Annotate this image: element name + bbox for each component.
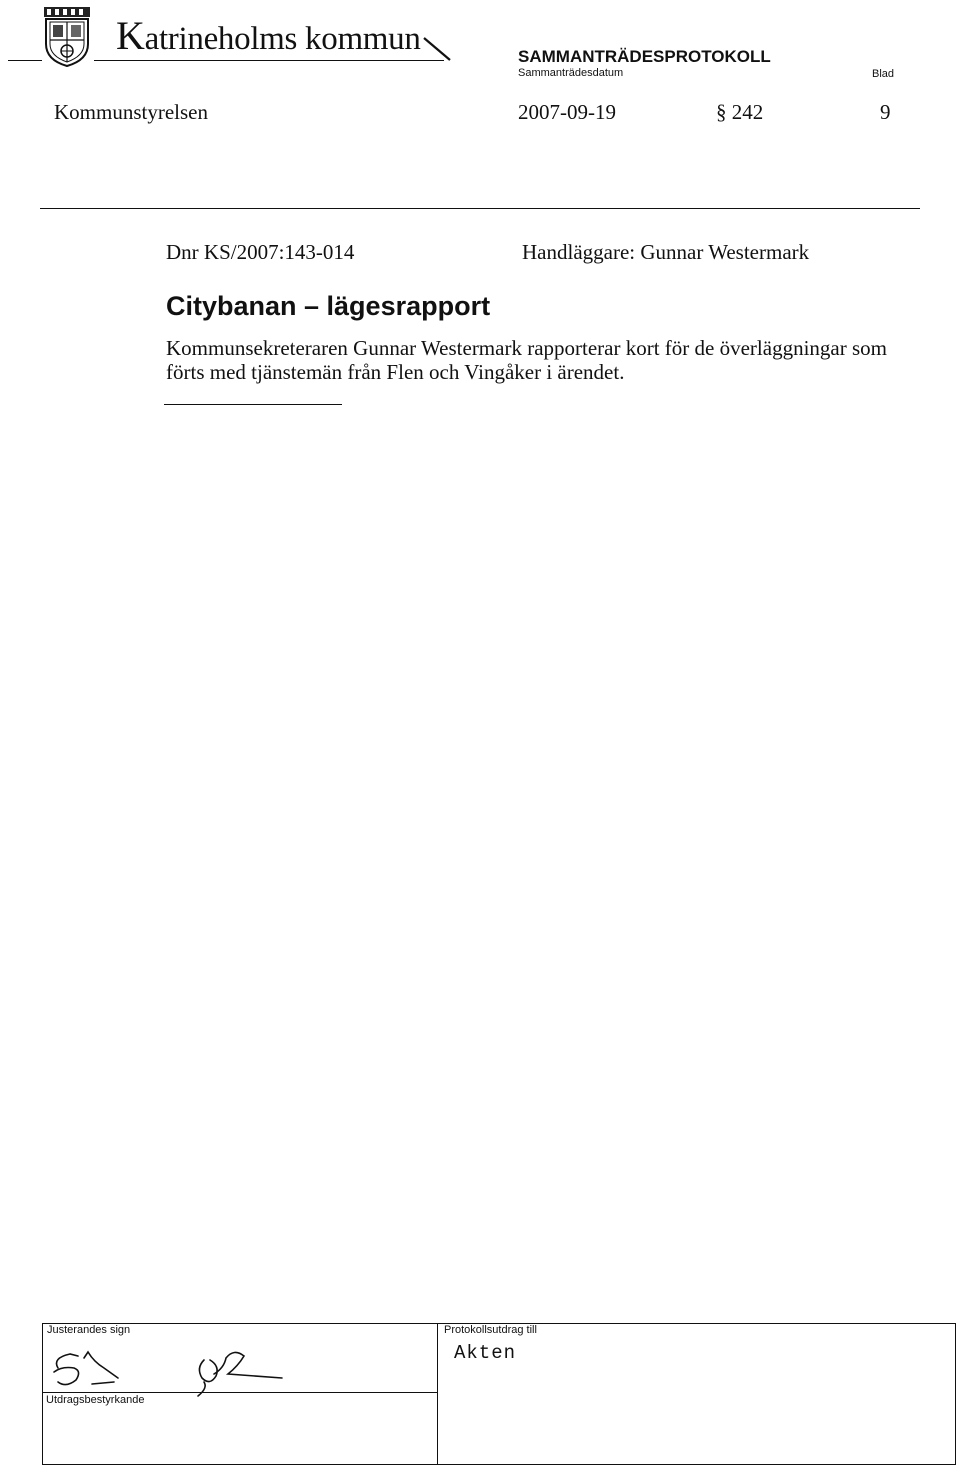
header-rule <box>8 60 42 61</box>
organization-name <box>116 13 421 59</box>
case-handler: Handläggare: Gunnar Westermark <box>522 240 810 264</box>
handwritten-signatures <box>48 1338 428 1398</box>
excerpt-recipient: Akten <box>454 1342 517 1364</box>
organization-name-initial: K <box>116 13 145 58</box>
header-divider <box>40 208 920 209</box>
case-number: Dnr KS/2007:143-014 <box>166 240 355 264</box>
committee-name: Kommunstyrelsen <box>54 100 208 124</box>
meeting-date-caption: Sammanträdesdatum <box>518 67 624 79</box>
sheet-number: 9 <box>880 100 891 124</box>
excerpt-to-caption: Protokollsutdrag till <box>444 1324 537 1336</box>
meeting-date: 2007-09-19 <box>518 100 616 124</box>
extract-certification-caption: Utdragsbestyrkande <box>46 1394 145 1406</box>
document-type: SAMMANTRÄDESPROTOKOLL <box>518 47 771 66</box>
coat-of-arms-icon <box>42 6 92 68</box>
footer-column-divider <box>437 1323 438 1465</box>
adjuster-sign-caption: Justerandes sign <box>47 1324 131 1336</box>
section-end-rule <box>164 404 342 405</box>
paragraph-number: § 242 <box>716 100 764 124</box>
header-slash-mark <box>420 30 454 64</box>
sheet-caption: Blad <box>872 68 895 80</box>
case-body: Kommunsekreteraren Gunnar Westermark rapporterar kort för de överläggningar som förts med tjänstemän från Flen och Vingåker i ärendet. <box>166 336 887 384</box>
header-underline <box>94 60 444 61</box>
case-title: Citybanan – lägesrapport <box>166 291 491 321</box>
organization-name-rest: atrineholms kommun <box>144 21 421 57</box>
